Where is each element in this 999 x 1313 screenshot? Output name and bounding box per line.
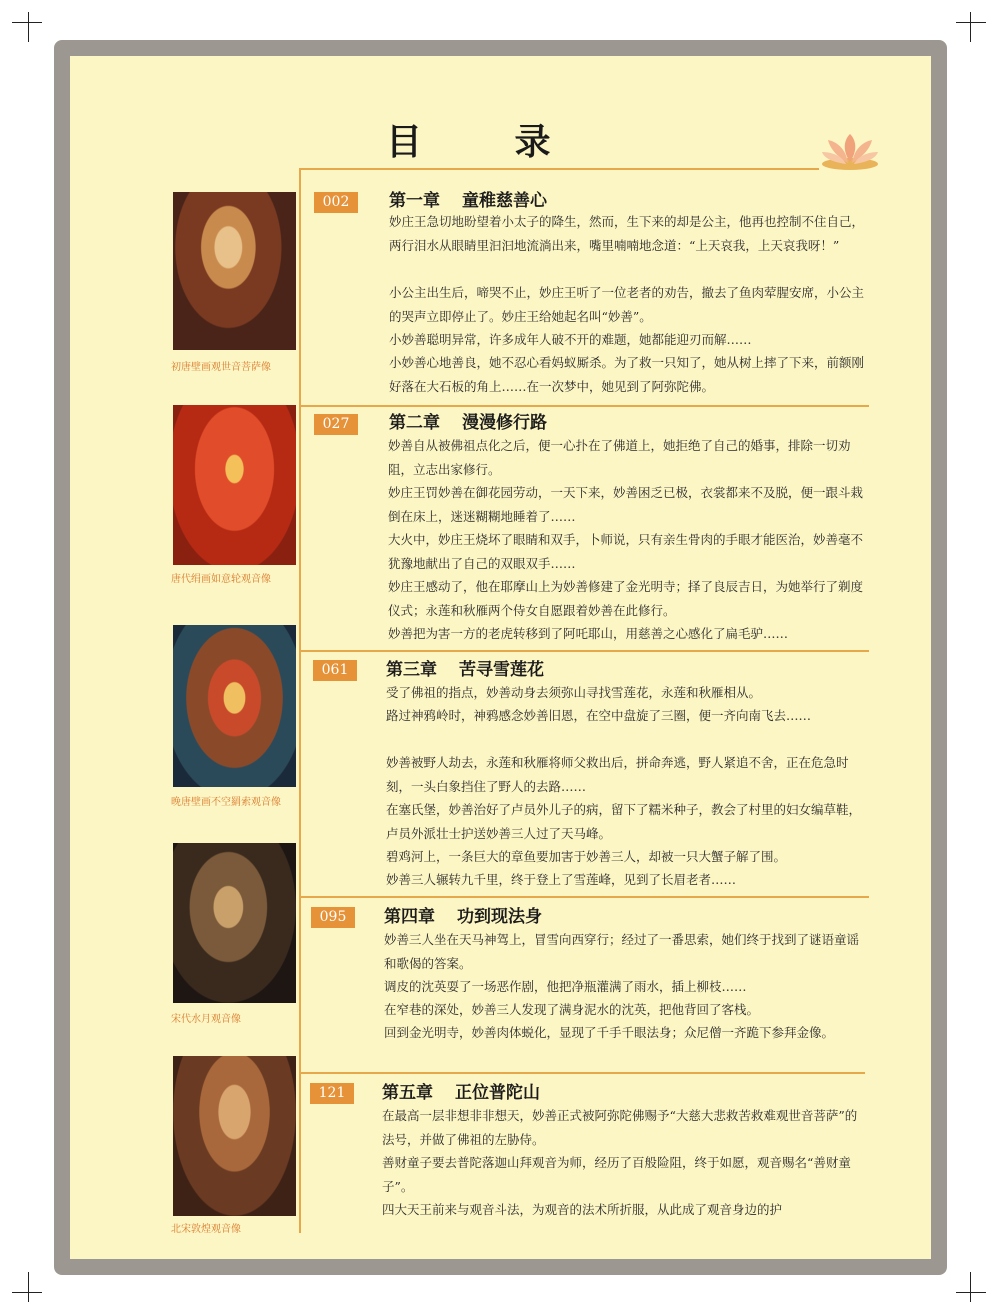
chapter-divider: [299, 896, 869, 898]
chapter-number: 第四章: [384, 907, 435, 927]
lotus-icon: [820, 132, 880, 172]
chapter-summary: 在塞氏堡，妙善治好了卢员外儿子的病，留下了糯米种子，教会了村里的妇女编草鞋，卢员外派壮士护送妙善三人过了天马峰。: [386, 802, 862, 841]
chapter-summary: 碧鸡河上，一条巨大的章鱼要加害于妙善三人，却被一只大蟹子解了围。: [386, 849, 787, 864]
toc-top-rule: [299, 168, 819, 170]
page-number-badge: 121: [310, 1083, 354, 1104]
painting-caption: 初唐壁画观世音菩萨像: [171, 362, 271, 373]
painting-caption: 宋代水月观音像: [171, 1014, 241, 1025]
painting-caption: 北宋敦煌观音像: [171, 1224, 241, 1235]
painting-thumbnail: [173, 625, 296, 787]
chapter-summary: 在最高一层非想非非想天，妙善正式被阿弥陀佛赐予“大慈大悲救苦救难观世音菩萨”的法号，并做了佛祖的左胁侍。: [382, 1108, 858, 1147]
chapter-divider: [299, 1072, 865, 1074]
chapter-name: 漫漫修行路: [462, 413, 547, 433]
chapter-summary: 妙善自从被佛祖点化之后，便一心扑在了佛道上，她拒绝了自己的婚事，排除一切劝阻，立志出家修行。: [388, 438, 851, 477]
chapter-summary: 善财童子要去普陀落迦山拜观音为师，经历了百般险阻，终于如愿，观音赐名“善财童子”。: [382, 1155, 851, 1194]
painting-thumbnail: [173, 405, 296, 565]
page-title: 目 录: [386, 122, 591, 163]
chapter-summary: 调皮的沈英耍了一场恶作剧，他把净瓶灌满了雨水，插上柳枝……: [384, 979, 747, 994]
chapter-title[interactable]: [389, 186, 547, 211]
chapter-name: 苦寻雪莲花: [459, 660, 544, 680]
painting-thumbnail: [173, 1056, 296, 1216]
chapter-summary: 在窄巷的深处，妙善三人发现了满身泥水的沈英，把他背回了客栈。: [384, 1002, 760, 1017]
page-number-badge: 061: [313, 660, 357, 681]
chapter-title[interactable]: [389, 408, 547, 433]
chapter-divider: [299, 650, 869, 652]
chapter-number: 第一章: [389, 191, 440, 211]
chapter-title[interactable]: [384, 902, 542, 927]
chapter-name: 功到现法身: [457, 907, 542, 927]
chapter-summary: 妙庄王急切地盼望着小太子的降生，然而，生下来的却是公主，他再也控制不住自己，两行泪水从眼睛里汩汩地流淌出来，嘴里喃喃地念道：“上天哀我，上天哀我呀！”: [389, 214, 865, 253]
crop-mark: [956, 1292, 986, 1293]
crop-mark: [970, 1272, 971, 1302]
crop-mark: [12, 22, 42, 23]
chapter-title[interactable]: [386, 655, 544, 680]
chapter-summary: 妙善把为害一方的老虎转移到了阿吒耶山，用慈善之心感化了扁毛驴……: [388, 626, 789, 641]
chapter-summary: 妙庄王罚妙善在御花园劳动，一天下来，妙善困乏已极，衣裳都来不及脱，便一跟斗栽倒在床上，迷迷糊糊地睡着了……: [388, 485, 864, 524]
chapter-divider: [299, 405, 869, 407]
page-number-badge: 002: [314, 192, 358, 213]
chapter-summary: 受了佛祖的指点，妙善动身去须弥山寻找雪莲花，永莲和秋雁相从。: [386, 685, 762, 700]
chapter-title[interactable]: [382, 1078, 540, 1103]
chapter-summary: 小妙善聪明异常，许多成年人破不开的难题，她都能迎刃而解……: [389, 332, 752, 347]
page-number-badge: 095: [311, 907, 355, 928]
crop-mark: [970, 12, 971, 42]
crop-mark: [956, 22, 986, 23]
crop-mark: [28, 1272, 29, 1302]
crop-mark: [12, 1292, 42, 1293]
chapter-summary: 大火中，妙庄王烧坏了眼睛和双手，卜师说，只有亲生骨肉的手眼才能医治，妙善毫不犹豫地献出了自己的双眼双手……: [388, 532, 864, 571]
chapter-summary: 妙善三人坐在天马神驾上，冒雪向西穿行；经过了一番思索，她们终于找到了谜语童谣和歌偈的答案。: [384, 932, 860, 971]
chapter-summary: 妙善三人辗转九千里，终于登上了雪莲峰，见到了长眉老者……: [386, 872, 737, 887]
painting-caption: 晚唐壁画不空羂索观音像: [171, 797, 281, 808]
painting-thumbnail: [173, 843, 296, 1003]
chapter-number: 第三章: [386, 660, 437, 680]
chapter-name: 正位普陀山: [455, 1083, 540, 1103]
chapter-summary: 四大天王前来与观音斗法，为观音的法术所折服，从此成了观音身边的护: [382, 1202, 783, 1217]
chapter-number: 第五章: [382, 1083, 433, 1103]
chapter-summary: 妙庄王感动了，他在耶摩山上为妙善修建了金光明寺；择了良辰吉日，为她举行了剃度仪式；永莲和秋雁两个侍女自愿跟着妙善在此修行。: [388, 579, 864, 618]
chapter-name: 童稚慈善心: [462, 191, 547, 211]
chapter-summary: 路过神鸦岭时，神鸦感念妙善旧恩，在空中盘旋了三圈，便一齐向南飞去……: [386, 708, 812, 723]
painting-caption: 唐代绢画如意轮观音像: [171, 574, 271, 585]
crop-mark: [28, 12, 29, 42]
chapter-number: 第二章: [389, 413, 440, 433]
painting-thumbnail: [173, 192, 296, 350]
chapter-summary: 妙善被野人劫去，永莲和秋雁将师父救出后，拼命奔逃，野人紧追不舍，正在危急时刻，一头白象挡住了野人的去路……: [386, 755, 849, 794]
chapter-summary: 回到金光明寺，妙善肉体蜕化，显现了千手千眼法身；众尼僧一齐跪下参拜金像。: [384, 1025, 835, 1040]
chapter-summary: 小妙善心地善良，她不忍心看妈蚁厮杀。为了救一只知了，她从树上摔了下来，前额刚好落在大石板的角上……在一次梦中，她见到了阿弥陀佛。: [389, 355, 865, 394]
page-number-badge: 027: [314, 414, 358, 435]
chapter-summary: 小公主出生后，啼哭不止，妙庄王听了一位老者的劝告，撤去了鱼肉荤腥安席，小公主的哭声立即停止了。妙庄王给她起名叫“妙善”。: [389, 285, 865, 324]
